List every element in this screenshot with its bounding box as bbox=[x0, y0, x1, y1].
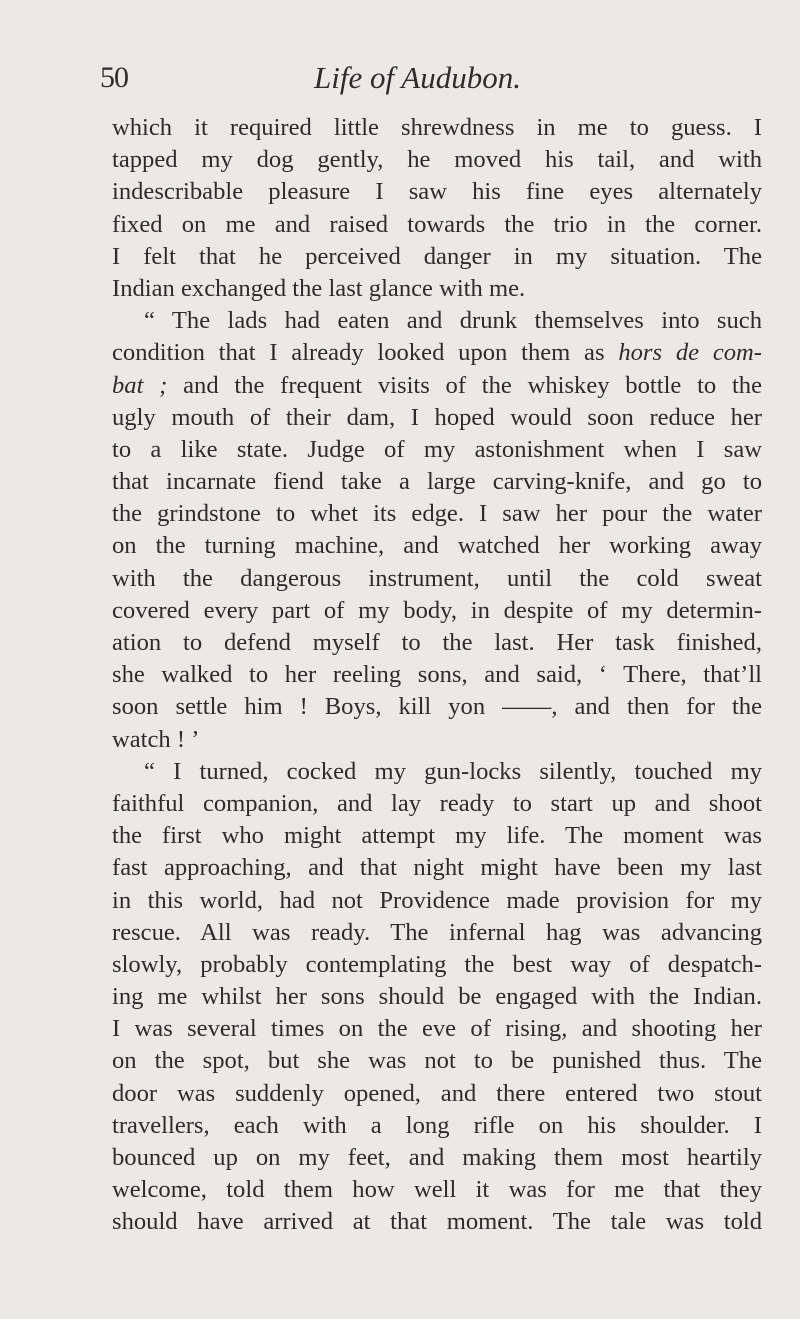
text-line: to a like state. Judge of my astonishment when I saw bbox=[112, 435, 762, 463]
text-line: the grindstone to whet its edge. I saw her pour the water bbox=[112, 500, 762, 528]
text-line: ugly mouth of their dam, I hoped would soon reduce her bbox=[112, 403, 762, 431]
text-line: should have arrived at that moment. The tale was told bbox=[112, 1208, 762, 1236]
text-fragment: and the frequent visits of the whiskey bottle to the bbox=[167, 371, 762, 399]
italic-phrase: bat ; bbox=[112, 371, 168, 399]
text-fragment: condition that I already looked upon them as bbox=[112, 339, 619, 367]
text-line: that incarnate fiend take a large carving-knife, and go to bbox=[112, 468, 762, 496]
text-line: with the dangerous instrument, until the cold sweat bbox=[112, 564, 762, 592]
text-line: the first who might attempt my life. The moment was bbox=[112, 822, 762, 850]
text-line: watch ! ’ bbox=[112, 725, 200, 753]
text-line: welcome, told them how well it was for me that they bbox=[112, 1176, 762, 1204]
text-line: which it required little shrewdness in me to guess. I bbox=[112, 114, 762, 141]
text-line: fast approaching, and that night might have been my last bbox=[112, 854, 762, 882]
italic-phrase: hors de com- bbox=[618, 339, 762, 367]
text-line: “ I turned, cocked my gun-locks silently, touched my bbox=[144, 757, 762, 785]
text-line: ing me whilst her sons should be engaged with the Indian. bbox=[112, 983, 762, 1011]
running-title: Life of Audubon. bbox=[314, 60, 521, 95]
text-line: she walked to her reeling sons, and said, ‘ There, that’ll bbox=[112, 661, 762, 689]
text-line: covered every part of my body, in despite of my determin- bbox=[112, 596, 762, 624]
page-number: 50 bbox=[100, 61, 128, 94]
text-line: tapped my dog gently, he moved his tail, and with bbox=[112, 146, 762, 174]
text-line: travellers, each with a long rifle on his shoulder. I bbox=[112, 1111, 762, 1139]
body-text bbox=[112, 112, 762, 1239]
text-line: door was suddenly opened, and there entered two stout bbox=[112, 1079, 762, 1107]
text-line: on the spot, but she was not to be punished thus. The bbox=[112, 1047, 762, 1075]
text-line: slowly, probably contemplating the best way of despatch- bbox=[112, 950, 762, 978]
text-line bbox=[112, 370, 762, 402]
text-line: in this world, had not Providence made provision for my bbox=[112, 886, 762, 914]
text-line: I felt that he perceived danger in my situation. The bbox=[112, 242, 762, 270]
text-line bbox=[112, 337, 762, 369]
text-line: ation to defend myself to the last. Her task finished, bbox=[112, 629, 762, 656]
text-line: fixed on me and raised towards the trio in the corner. bbox=[112, 210, 762, 238]
text-line: soon settle him ! Boys, kill yon ——, and then for the bbox=[112, 693, 762, 721]
text-line: on the turning machine, and watched her working away bbox=[112, 532, 762, 560]
text-line: “ The lads had eaten and drunk themselves into such bbox=[144, 307, 762, 335]
text-line: faithful companion, and lay ready to start up and shoot bbox=[112, 789, 762, 817]
text-line: bounced up on my feet, and making them most heartily bbox=[112, 1144, 762, 1171]
text-line: I was several times on the eve of rising, and shooting her bbox=[112, 1015, 762, 1043]
page-header bbox=[100, 60, 760, 100]
text-line: Indian exchanged the last glance with me. bbox=[112, 274, 526, 302]
text-line: rescue. All was ready. The infernal hag was advancing bbox=[112, 918, 762, 946]
text-line: indescribable pleasure I saw his fine eyes alternately bbox=[112, 178, 762, 206]
